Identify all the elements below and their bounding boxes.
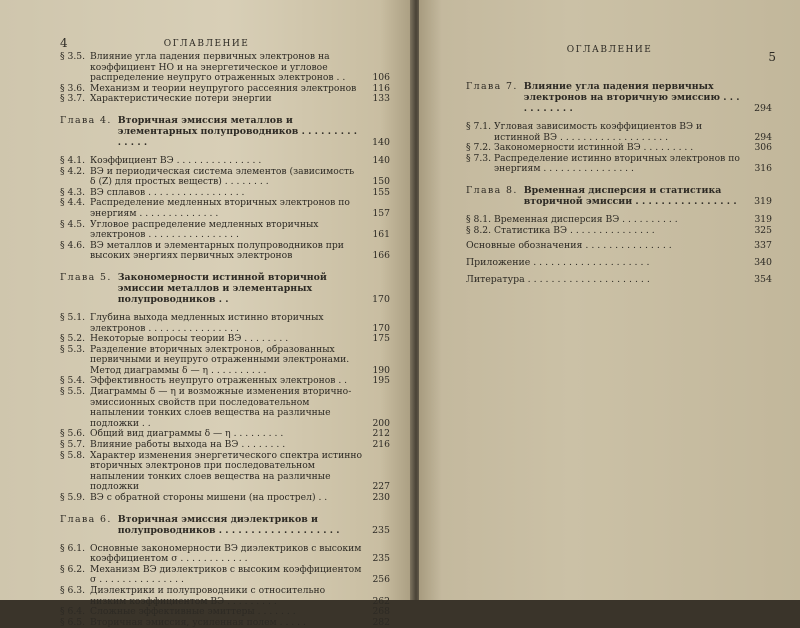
section-title: Характеристические потери энергии	[90, 93, 272, 105]
page-ref: 216	[372, 439, 390, 451]
section-number: § 6.3.	[60, 584, 86, 596]
page-ref: 306	[754, 142, 772, 154]
section-number: § 5.1.	[60, 311, 86, 323]
toc-entry	[466, 154, 772, 175]
toc-entry	[466, 122, 772, 143]
toc-entry	[60, 241, 390, 262]
chapter-heading	[60, 272, 390, 305]
toc-entry	[60, 451, 390, 493]
page-ref: 140	[372, 136, 390, 148]
page-ref: 116	[372, 82, 390, 94]
chapter-title: Влияние угла падения первичных электронов на вторичную эмиссию . . . . . . . . . . .	[523, 81, 740, 114]
page-ref: 150	[372, 176, 390, 188]
toc-entry	[60, 586, 390, 607]
section-title: Временная дисперсия ВЭ . . . . . . . . . .	[494, 213, 678, 225]
section-title: Механизм ВЭ диэлектриков с высоким коэффициентом σ . . . . . . . . . . . . . . .	[90, 563, 362, 586]
toc-entry	[60, 565, 390, 586]
running-head: ОГЛАВЛЕНИЕ	[566, 45, 653, 55]
section-title: ВЭ и периодическая система элементов (зависимость δ (Z) для простых веществ) . . . . . . . .	[90, 165, 355, 188]
section-title: Механизм и теории неупругого рассеяния электронов	[90, 82, 357, 94]
toc-entry	[60, 544, 390, 565]
section-title: Вторичная эмиссия, усиленная полем . . . . .	[90, 616, 306, 628]
page-ref: 235	[372, 524, 390, 536]
section-title: Эффективность неупруго отраженных электронов . .	[90, 375, 348, 387]
section-number: § 5.7.	[60, 439, 86, 451]
page-ref: 282	[372, 616, 390, 628]
section-number: § 6.2.	[60, 563, 86, 575]
chapter-label: Глава 6.	[60, 513, 112, 525]
section-title: Общий вид диаграммы δ — η . . . . . . . . .	[90, 428, 284, 440]
page-ref: 175	[372, 333, 390, 345]
section-title: ВЭ металлов и элементарных полупроводников при высоких энергиях первичных электронов	[90, 239, 344, 262]
page-ref: 170	[372, 322, 390, 334]
page-ref: 140	[372, 154, 390, 166]
section-number: § 7.2.	[466, 142, 492, 154]
page-ref: 166	[372, 250, 390, 262]
chapter-title: Вторичная эмиссия диэлектриков и полупроводников . . . . . . . . . . . . . . . . . . .	[117, 513, 340, 536]
page-ref: 325	[754, 224, 772, 236]
toc-entry	[60, 618, 390, 628]
running-head: ОГЛАВЛЕНИЕ	[163, 39, 250, 49]
section-number: § 6.1.	[60, 542, 86, 554]
toc-entry	[466, 274, 772, 285]
section-title: Основные закономерности ВЭ диэлектриков с высоким коэффициентом σ . . . . . . . . . . . .	[90, 542, 362, 565]
toc-entry	[60, 198, 390, 219]
section-number: § 4.2.	[60, 165, 86, 177]
section-number: § 4.4.	[60, 197, 86, 209]
page-ref: 106	[372, 72, 390, 84]
section-title: Сложные эффективные эмиттеры . . . . . . .	[90, 606, 296, 618]
chapter-heading	[60, 115, 390, 148]
page-number: 5	[768, 50, 776, 64]
toc-entry	[60, 313, 390, 334]
page-ref: 161	[372, 229, 390, 241]
section-title: Характер изменения энергетического спектра истинно вторичных электронов при последовательном напылении тонких слоев вещества на различные подложки	[90, 449, 362, 493]
toc-entry	[60, 94, 390, 105]
section-number: § 4.5.	[60, 218, 86, 230]
page-ref: 256	[372, 574, 390, 586]
section-title: Разделение вторичных электронов, образованных первичными и неупруго отраженными электронами. Метод диаграммы δ — η . . . . . . . . . .	[90, 343, 350, 376]
page-ref: 294	[754, 103, 772, 114]
section-title: Диаграммы δ — η и возможные изменения вторично-эмиссионных свойств при последовательном напылении тонких слоев вещества на различные подложки . .	[90, 386, 352, 429]
section-number: § 3.6.	[60, 82, 86, 94]
toc-entry	[60, 387, 390, 429]
section-title: ВЭ сплавов . . . . . . . . . . . . . . . . .	[90, 186, 245, 198]
page-ref: 337	[754, 240, 772, 252]
right-page	[419, 0, 800, 600]
section-number: § 4.1.	[60, 154, 86, 166]
section-title: Распределение медленных вторичных электронов по энергиям . . . . . . . . . . . . . .	[90, 197, 350, 219]
chapter-title: Вторичная эмиссия металлов и элементарных полупроводников . . . . . . . . . . . . . .	[117, 114, 358, 148]
page-ref: 157	[372, 207, 390, 219]
section-title: Диэлектрики и полупроводники с относительно низким коэффициентом ВЭ . . . . . . . . .	[90, 584, 326, 607]
toc-entry	[466, 240, 772, 251]
section-title: Коэффициент ВЭ . . . . . . . . . . . . . . .	[90, 154, 262, 166]
toc-entry	[466, 226, 772, 237]
section-number: § 4.6.	[60, 239, 86, 251]
section-title: Некоторые вопросы теории ВЭ . . . . . . . .	[90, 333, 289, 345]
page-ref: 316	[754, 163, 772, 175]
section-number: § 5.4.	[60, 375, 86, 387]
page-ref: 190	[372, 364, 390, 376]
table-of-contents	[466, 71, 772, 291]
page-ref: 294	[754, 131, 772, 143]
section-number: § 3.5.	[60, 51, 86, 62]
section-title: Литература . . . . . . . . . . . . . . . . . . . . .	[466, 274, 650, 286]
chapter-label: Глава 8.	[466, 184, 518, 196]
page-ref: 170	[372, 293, 390, 305]
section-title: Угловое распределение медленных вторичных электронов . . . . . . . . . . . . . . . .	[90, 218, 319, 241]
section-number: § 5.8.	[60, 449, 86, 461]
section-title: Приложение . . . . . . . . . . . . . . . . . . . .	[466, 257, 650, 269]
section-title: Угловая зависимость коэффициентов ВЭ и истинной ВЭ . . . . . . . . . . . . . . . . . . .	[494, 121, 703, 143]
page-ref: 340	[754, 257, 772, 269]
chapter-heading	[466, 185, 772, 207]
toc-entry	[60, 220, 390, 241]
chapter-label: Глава 7.	[466, 81, 518, 92]
section-number: § 5.2.	[60, 333, 86, 345]
section-number: § 5.6.	[60, 428, 86, 440]
section-number: § 4.3.	[60, 186, 86, 198]
section-number: § 3.7.	[60, 93, 86, 105]
section-number: § 8.1.	[466, 213, 492, 225]
chapter-heading	[466, 81, 772, 114]
section-title: ВЭ с обратной стороны мишени (на прострел) . .	[90, 492, 328, 503]
page-ref: 212	[372, 428, 390, 440]
section-number: § 5.5.	[60, 386, 86, 398]
page-ref: 235	[372, 553, 390, 565]
section-number: § 7.1.	[466, 121, 492, 132]
page-ref: 200	[372, 417, 390, 429]
page-ref: 155	[372, 186, 390, 198]
section-title: Глубина выхода медленных истинно вторичных электронов . . . . . . . . . . . . . . . .	[90, 311, 324, 334]
section-title: Основные обозначения . . . . . . . . . . . . . . .	[466, 240, 672, 252]
table-of-contents	[60, 52, 390, 628]
section-title: Влияние угла падения первичных электронов на коэффициент НО и на энергетическое и угловое распределение неупруго отраженных электронов . .	[90, 51, 346, 84]
page-ref: 268	[372, 606, 390, 618]
toc-entry	[60, 493, 390, 504]
section-title: Закономерности истинной ВЭ . . . . . . . . .	[494, 142, 694, 154]
section-title: Влияние работы выхода на ВЭ . . . . . . . .	[90, 439, 286, 451]
toc-entry	[60, 167, 390, 188]
toc-entry	[60, 156, 390, 167]
section-number: § 7.3.	[466, 152, 492, 164]
chapter-title: Временная дисперсия и статистика вторичной эмиссии . . . . . . . . . . . . . . . .	[523, 184, 737, 207]
toc-entry	[466, 215, 772, 226]
chapter-title: Закономерности истинной вторичной эмиссии металлов и элементарных полупроводников . .	[117, 271, 327, 305]
toc-entry	[466, 257, 772, 268]
section-number: § 6.5.	[60, 616, 86, 628]
toc-entry	[60, 52, 390, 84]
page-ref: 230	[372, 492, 390, 503]
page-ref: 227	[372, 481, 390, 493]
page-ref: 195	[372, 375, 390, 387]
section-number: § 6.4.	[60, 606, 86, 618]
section-title: Статистика ВЭ . . . . . . . . . . . . . . .	[494, 224, 655, 236]
page-ref: 354	[754, 274, 772, 286]
page-ref: 262	[372, 595, 390, 607]
page-number: 4	[60, 36, 68, 50]
section-number: § 8.2.	[466, 224, 492, 236]
section-number: § 5.3.	[60, 343, 86, 355]
toc-entry	[60, 345, 390, 377]
page-ref: 319	[754, 195, 772, 207]
page-ref: 133	[372, 93, 390, 105]
chapter-label: Глава 5.	[60, 271, 112, 283]
chapter-heading	[60, 514, 390, 536]
section-number: § 5.9.	[60, 492, 86, 503]
chapter-label: Глава 4.	[60, 114, 112, 126]
section-title: Распределение истинно вторичных электронов по энергиям . . . . . . . . . . . . . . . .	[494, 152, 740, 175]
page-ref: 319	[754, 213, 772, 225]
